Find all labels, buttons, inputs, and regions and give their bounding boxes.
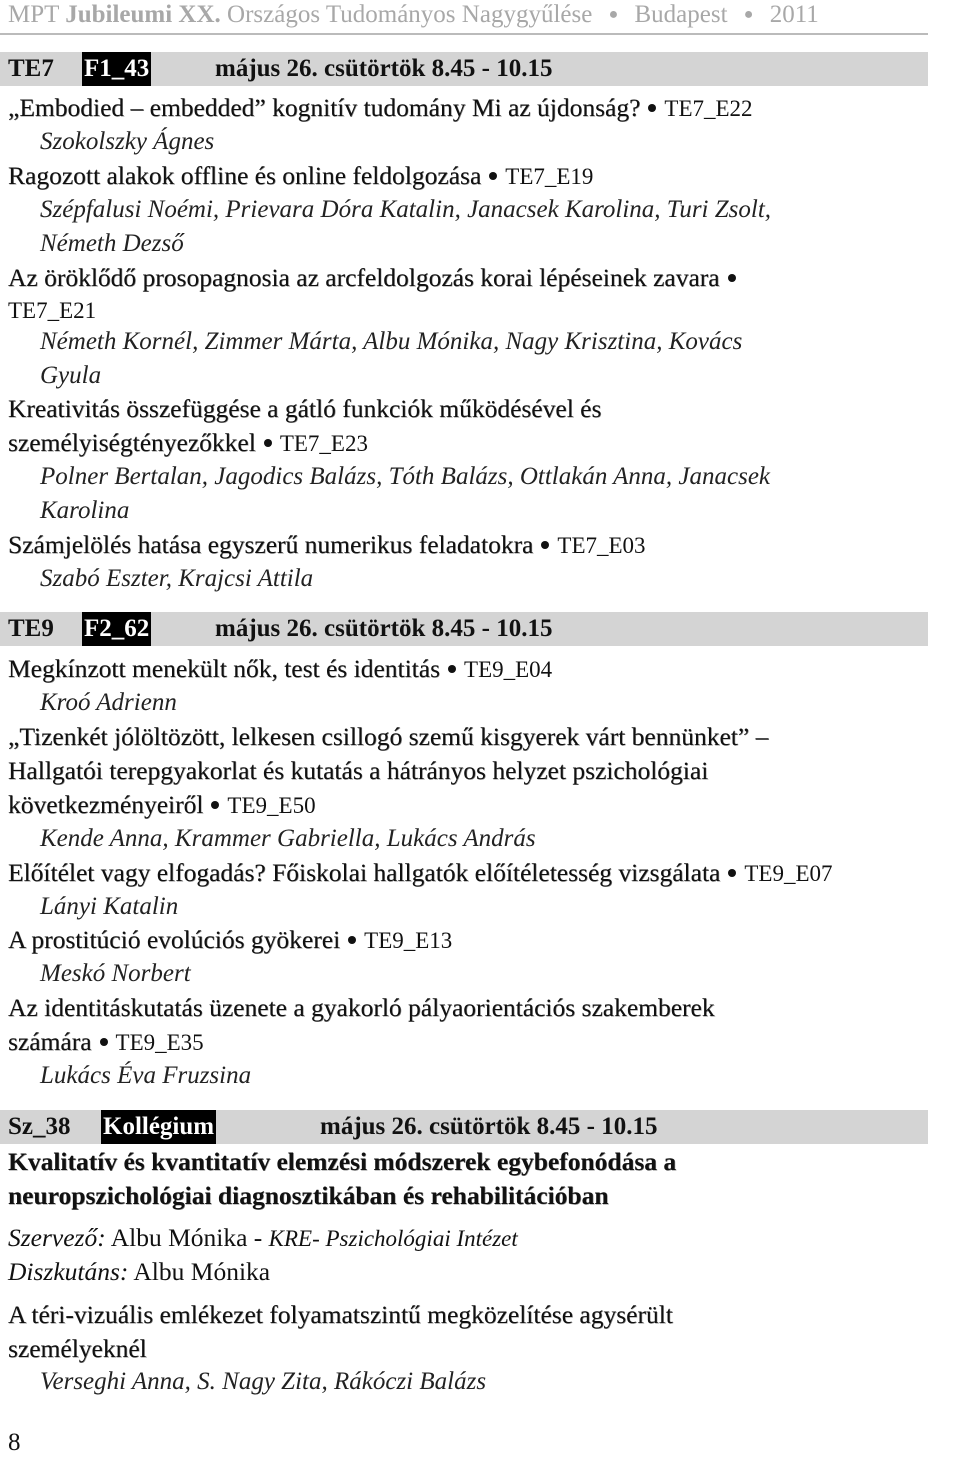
- organizer-institution: KRE- Pszichológiai Intézet: [268, 1226, 518, 1251]
- section-code: TE9: [8, 615, 54, 642]
- organizer-label: Szervező:: [8, 1223, 106, 1252]
- talk-title: személyeknél: [8, 1334, 147, 1363]
- talk-title: A téri-vizuális emlékezet folyamatszintű megközelítése agysérült: [8, 1300, 673, 1329]
- talk-title: Számjelölés hatása egyszerű numerikus feladatokra TE7_E03: [8, 530, 646, 559]
- bullet-icon: [728, 869, 736, 877]
- talk-title: Kreativitás összefüggése a gátló funkciók működésével és: [8, 394, 602, 423]
- running-header: [8, 0, 928, 34]
- talk-title: következményeiről TE9_E50: [8, 790, 316, 819]
- section-code: TE7: [8, 55, 54, 82]
- talk-title: Hallgatói terepgyakorlat és kutatás a hátrányos helyzet pszichológiai: [8, 756, 709, 785]
- talk-title: Az öröklődő prosopagnosia az arcfeldolgozás korai lépéseinek zavara: [8, 261, 744, 295]
- bullet-icon: [211, 801, 219, 809]
- section-room: F2_62: [82, 612, 151, 646]
- talk-title: Az identitáskutatás üzenete a gyakorló pályaorientációs szakemberek: [8, 993, 715, 1022]
- talk-title: Ragozott alakok offline és online feldolgozása TE7_E19: [8, 161, 594, 190]
- talk-title: Megkínzott menekült nők, test és identitás TE9_E04: [8, 654, 553, 683]
- bullet-icon: [648, 104, 656, 112]
- talk-title: A prostitúció evolúciós gyökerei TE9_E13: [8, 925, 453, 954]
- talk-authors: Meskó Norbert: [40, 960, 191, 987]
- talk-authors: Lukács Éva Fruzsina: [40, 1062, 252, 1089]
- talk-title: „Embodied – embedded” kognitív tudomány Mi az újdonság? TE7_E22: [8, 93, 753, 122]
- talk-authors: Verseghi Anna, S. Nagy Zita, Rákóczi Balázs: [40, 1368, 487, 1395]
- page-number: 8: [8, 1429, 21, 1456]
- bullet-icon: [448, 665, 456, 673]
- talk-authors: Kroó Adrienn: [40, 689, 177, 716]
- bullet-icon: [541, 541, 549, 549]
- talk-title: Előítélet vagy elfogadás? Főiskolai hallgatók előítéletesség vizsgálata TE9_E07: [8, 858, 833, 887]
- section-bar-sz38: [0, 1110, 928, 1144]
- discussant-line: [8, 1255, 270, 1289]
- header-jubileum: Jubileumi XX.: [65, 1, 221, 28]
- section-bar-te9: [0, 612, 928, 646]
- section-date: május 26. csütörtök 8.45 - 10.15: [320, 1113, 658, 1140]
- section-room: Kollégium: [101, 1110, 216, 1144]
- discussant-label: Diszkutáns:: [8, 1257, 129, 1286]
- section-date: május 26. csütörtök 8.45 - 10.15: [215, 615, 553, 642]
- talk-authors: Szabó Eszter, Krajcsi Attila: [40, 565, 314, 592]
- symposium-title: Kvalitatív és kvantitatív elemzési módszerek egybefonódása a: [8, 1147, 677, 1176]
- bullet-icon: [489, 172, 497, 180]
- bullet-icon: ●: [743, 6, 754, 23]
- bullet-icon: [100, 1038, 108, 1046]
- section-room: F1_43: [82, 52, 151, 86]
- bullet-icon: [728, 274, 736, 282]
- talk-authors: Gyula: [40, 362, 102, 389]
- section-code: Sz_38: [8, 1113, 71, 1140]
- organizer-name: Albu Mónika -: [110, 1223, 263, 1252]
- header-year: 2011: [769, 1, 819, 28]
- talk-authors: Németh Kornél, Zimmer Márta, Albu Mónika, Nagy Krisztina, Kovács: [40, 328, 743, 355]
- header-city: Budapest: [634, 1, 728, 28]
- talk-authors: Szokolszky Ágnes: [40, 128, 215, 155]
- talk-title: „Tizenkét jólöltözött, lelkesen csillogó szemű kisgyerek várt bennünket” –: [8, 722, 769, 751]
- bullet-icon: ●: [608, 6, 619, 23]
- discussant-name: Albu Mónika: [133, 1257, 271, 1286]
- organizer-line: [8, 1221, 518, 1256]
- talk-authors: Polner Bertalan, Jagodics Balázs, Tóth Balázs, Ottlakán Anna, Janacsek: [40, 463, 771, 490]
- talk-code: TE7_E21: [8, 298, 97, 323]
- talk-authors: Szépfalusi Noémi, Prievara Dóra Katalin, Janacsek Karolina, Turi Zsolt,: [40, 196, 772, 223]
- header-prefix: MPT: [8, 1, 59, 28]
- bullet-icon: [264, 439, 272, 447]
- talk-title: számára TE9_E35: [8, 1027, 204, 1056]
- talk-authors: Karolina: [40, 497, 130, 524]
- section-date: május 26. csütörtök 8.45 - 10.15: [215, 55, 553, 82]
- bullet-icon: [348, 936, 356, 944]
- talk-authors: Németh Dezső: [40, 230, 184, 257]
- symposium-title: neuropszichológiai diagnosztikában és rehabilitációban: [8, 1181, 609, 1210]
- talk-authors: Lányi Katalin: [40, 893, 179, 920]
- header-conference: Országos Tudományos Nagygyűlése: [227, 1, 593, 28]
- talk-title: személyiségtényezőkkel TE7_E23: [8, 428, 368, 457]
- talk-authors: Kende Anna, Krammer Gabriella, Lukács András: [40, 825, 536, 852]
- section-bar-te7: [0, 52, 928, 86]
- header-divider: [0, 33, 928, 35]
